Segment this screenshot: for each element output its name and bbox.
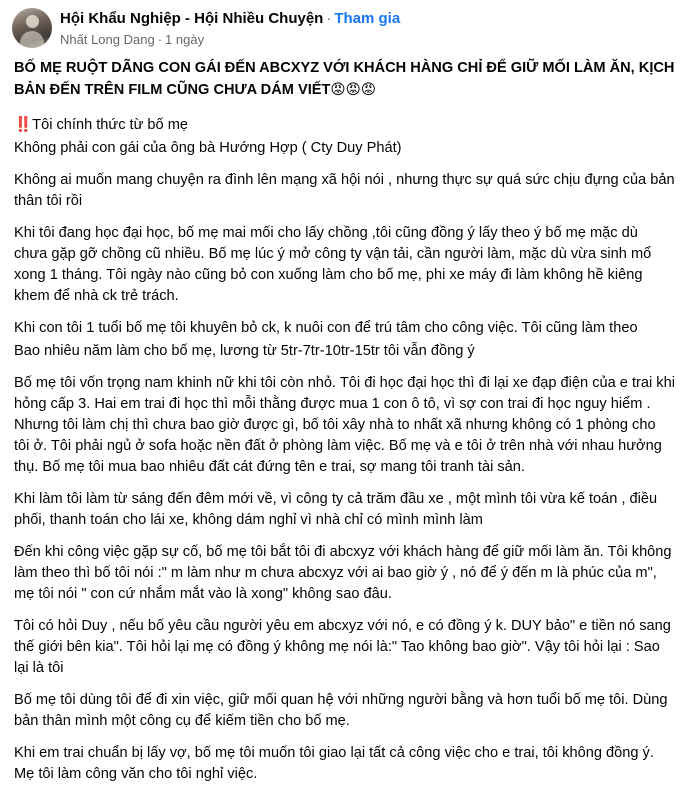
post-author[interactable]: Nhất Long Dang [60, 32, 155, 47]
separator-dot: · [326, 10, 332, 27]
group-name[interactable]: Hội Khẩu Nghiệp - Hội Nhiều Chuyện [60, 10, 324, 27]
post-headline-text: BỐ MẸ RUỘT DÃNG CON GÁI ĐẾN ABCXYZ VỚI KHÁCH HÀNG CHỈ ĐỂ GIỮ MỐI LÀM ĂN, KỊCH BẢN ĐẾN TRÊN FILM CŨNG CHƯA DÁM VIẾT [14, 60, 675, 98]
post-paragraph: Bao nhiêu năm làm cho bố mẹ, lương từ 5tr-7tr-10tr-15tr tôi vẫn đồng ý [14, 343, 475, 359]
post-paragraph: Đến khi công việc gặp sự cố, bố mẹ tôi bắt tôi đi abcxyz với khách hàng để giữ mối làm ăn. Tôi không làm theo thì bố tôi nói :" m làm như m chưa abcxyz với ai bao giờ ý , nó để ý đến m là phúc của m", mẹ tôi nói " con cứ nhắm mắt vào là xong" không sao đâu. [14, 544, 672, 602]
join-group-button[interactable]: Tham gia [334, 10, 401, 27]
post-paragraph: Bố mẹ tôi dùng tôi để đi xin việc, giữ mối quan hệ với những người bằng và hơn tuổi bố mẹ tôi. Dùng bản thân mình một công cụ để kiếm tiền cho bố mẹ. [14, 692, 668, 729]
author-line [60, 31, 400, 48]
time-separator-dot: · [157, 32, 163, 47]
post-paragraph [14, 114, 675, 136]
post-body [12, 54, 677, 785]
post-paragraph: Bố mẹ tôi vốn trọng nam khinh nữ khi tôi còn nhỏ. Tôi đi học đại học thì đi lại xe đạp điện của e trai khi hỏng cấp 3. Hai em trai đi học thì mỗi thằng được mua 1 con ô tô, vì sợ con trai đi học nguy hiểm . Nhưng tôi làm chị thì chưa bao giờ được gì, bố tôi xây nhà to nhất xã nhưng không có 1 phòng cho tôi ở. Tôi phải ngủ ở sofa hoặc nền đất ở phòng làm việc. Bố mẹ và e tôi ở trên nhà với nhau hưởng thụ. Bố mẹ tôi mua bao nhiêu đất cát đứng tên e trai, sợ mang tôi tranh tài sản. [14, 375, 675, 475]
angry-emoji: 😡😡😡 [330, 81, 377, 98]
avatar[interactable] [12, 8, 52, 48]
post-paragraph: Khi làm tôi làm từ sáng đến đêm mới về, vì công ty cả trăm đầu xe , một mình tôi vừa kế toán , điều phối, thanh toán cho lái xe, không dám nghỉ vì nhà chỉ có mình mình làm [14, 491, 658, 528]
post-paragraph: Khi tôi đang học đại học, bố mẹ mai mối cho lấy chồng ,tôi cũng đồng ý lấy theo ý bố mẹ mặc dù chưa gặp gỡ chồng cũ nhiều. Bố mẹ lúc ý mở công ty vận tải, cần người làm, mặc dù vừa sinh mổ xong 1 tháng. Tôi ngày nào cũng bỏ con xuống làm cho bố mẹ, phi xe máy đi làm không hề kiêng khem để nhà ck trẻ trách. [14, 225, 652, 304]
post-paragraph: Khi em trai chuẩn bị lấy vợ, bố mẹ tôi muốn tôi giao lại tất cả công việc cho e trai, tôi không đồng ý. Mẹ tôi làm công văn cho tôi nghỉ việc. [14, 745, 654, 782]
post-paragraph: Không ai muốn mang chuyện ra đình lên mạng xã hội nói , nhưng thực sự quá sức chịu đựng của bản thân tôi rồi [14, 172, 675, 209]
post-headline [14, 58, 675, 101]
post-meta [60, 8, 400, 48]
post-paragraph: Khi con tôi 1 tuổi bố mẹ tôi khuyên bỏ ck, k nuôi con để trú tâm cho công việc. Tôi cũng làm theo [14, 320, 638, 336]
post-paragraph: Không phải con gái của ông bà Hướng Hợp ( Cty Duy Phát) [14, 140, 402, 156]
post-paragraph: Tôi có hỏi Duy , nếu bố yêu cầu người yêu em abcxyz với nó, e có đồng ý k. DUY bảo" e tiền nó sang thế giới bên kia". Tôi hỏi lại mẹ có đồng ý không mẹ nói là:" Tao không bao giờ". Vậy tôi hỏi lại : Sao lại là tôi [14, 618, 671, 676]
double-exclamation-icon: ‼️ [14, 116, 33, 133]
post-paragraph-text: Tôi chính thức từ bố mẹ [32, 117, 188, 133]
group-line [60, 9, 400, 28]
post-header [12, 8, 677, 48]
post-timestamp[interactable]: 1 ngày [165, 32, 205, 47]
